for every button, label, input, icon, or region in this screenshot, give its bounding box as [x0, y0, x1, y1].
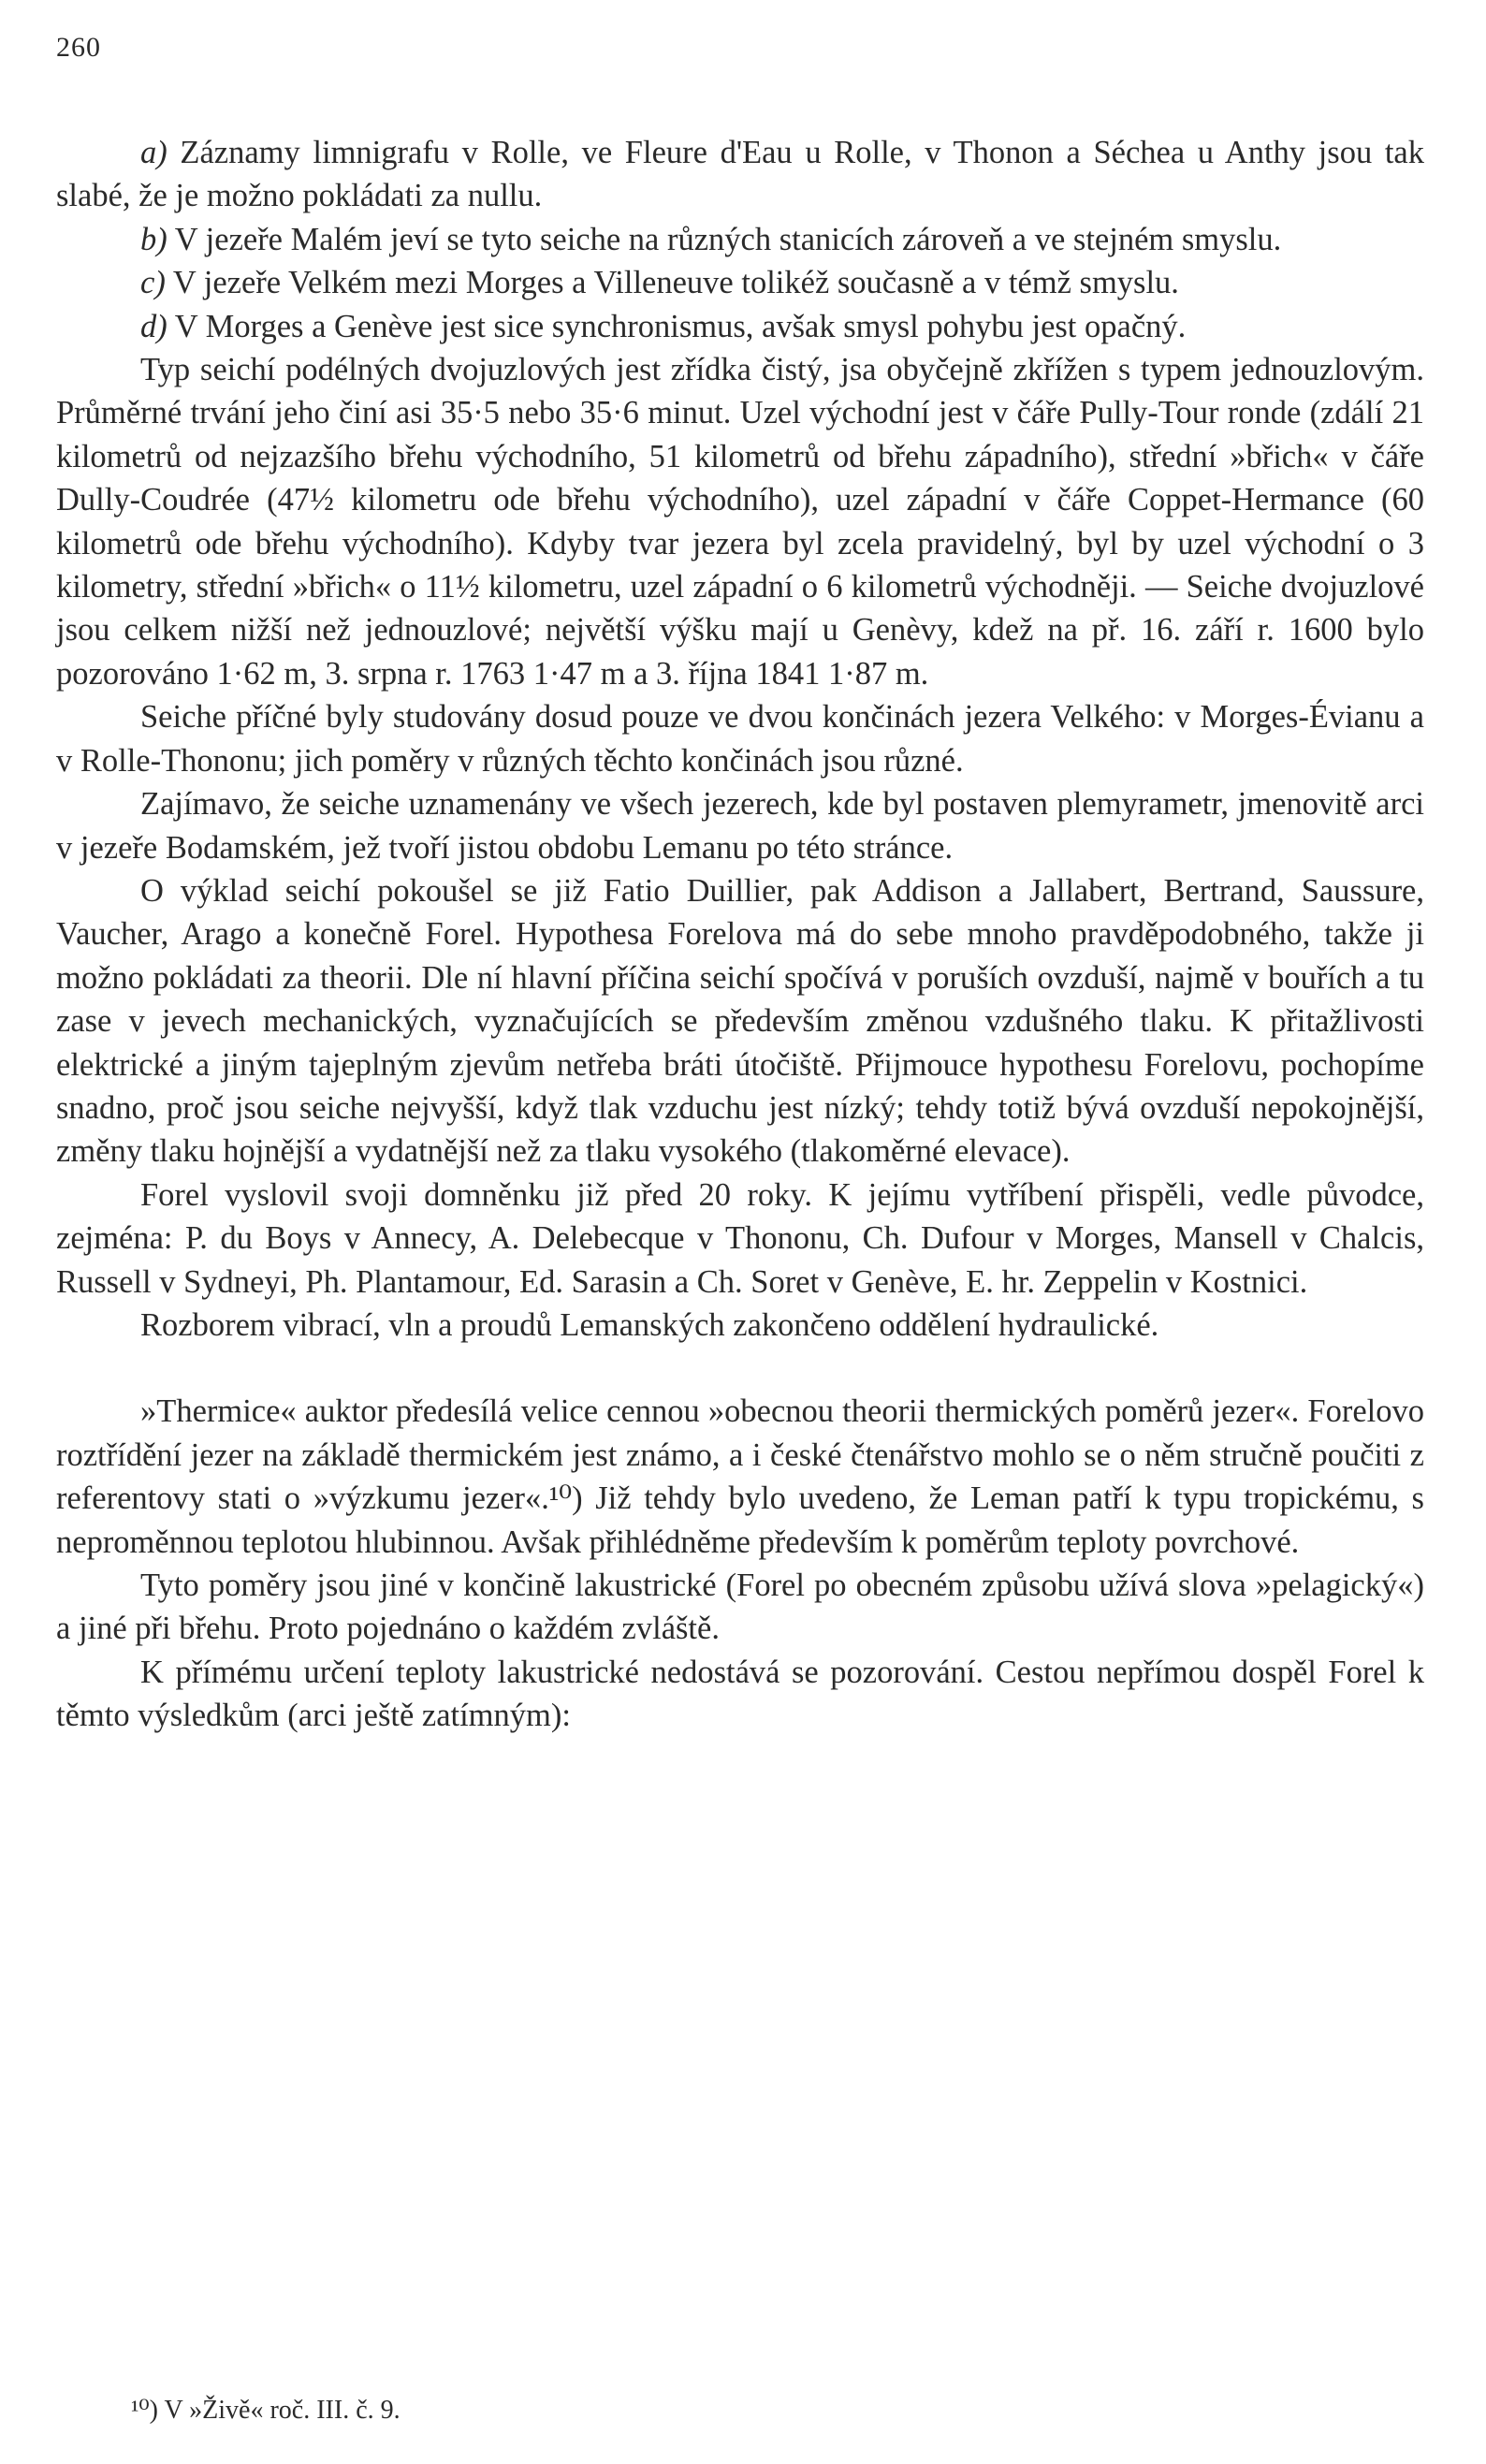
paragraph: Forel vyslovil svoji domněnku již před 20 roky. K jejímu vytříbení přispěli, vedle původce, zejména: P. du Boys v Annecy, A. Delebecque v Thononu, Ch. Dufour v Morges, Mansell v Chalcis, Russell v Sydneyi, Ph. Plantamour, Ed. Sarasin a Ch. Soret v Genève, E. hr. Zeppelin v Kostnici. — [56, 1176, 1424, 1300]
paragraph-text: V Morges a Genève jest sice synchronismus, avšak smysl pohybu jest opačný. — [167, 308, 1187, 344]
paragraph: Typ seichí podélných dvojuzlových jest zřídka čistý, jsa obyčejně zkřížen s typem jednouzlovým. Průměrné trvání jeho činí asi 35·5 nebo 35·6 minut. Uzel východní jest v čáře Pully-Tour ronde (zdálí 21 kilometrů od nejzazšího břehu východního, 51 kilometrů od břehu západního), střední »břich« v čáře Dully-Coudrée (47½ kilometru ode břehu východního), uzel západní v čáře Coppet-Hermance (60 kilometrů ode břehu východního). Kdyby tvar jezera byl zcela pravidelný, byl by uzel východní o 3 kilometry, střední »břich« o 11½ kilometru, uzel západní o 6 kilometrů východněji. — Seiche dvojuzlové jsou celkem nižší než jednouzlové; největší výšku mají u Genèvy, kdež na př. 16. září r. 1600 bylo pozorováno 1·62 m, 3. srpna r. 1763 1·47 m a 3. října 1841 1·87 m. — [56, 352, 1424, 692]
paragraph: Seiche příčné byly studovány dosud pouze ve dvou končinách jezera Velkého: v Morges-Évianu a v Rolle-Thononu; jich poměry v různých těchto končinách jsou různé. — [56, 699, 1424, 779]
paragraph-c — [56, 261, 1424, 304]
list-marker: d) — [140, 308, 168, 344]
page-number: 260 — [56, 32, 101, 63]
paragraph-a — [56, 131, 1424, 218]
paragraph: K přímému určení teploty lakustrické nedostává se pozorování. Cestou nepřímou dospěl Forel k těmto výsledkům (arci ještě zatímným): — [56, 1654, 1424, 1734]
list-marker: b) — [140, 221, 168, 257]
paragraph: Tyto poměry jsou jiné v končině lakustrické (Forel po obecném způsobu užívá slova »pelagický«) a jiné při břehu. Proto pojednáno o každém zvláště. — [56, 1567, 1424, 1647]
paragraph: O výklad seichí pokoušel se již Fatio Duillier, pak Addison a Jallabert, Bertrand, Saussure, Vaucher, Arago a konečně Forel. Hypothesa Forelova má do sebe mnoho pravděpodobného, takže ji možno pokládati za theorii. Dle ní hlavní příčina seichí spočívá v poruších ovzduší, najmě v bouřích a tu zase v jevech mechanických, vyznačujících se především změnou vzdušného tlaku. K přitažlivosti elektrické a jiným tajeplným zjevům netřeba bráti útočiště. Přijmouce hypothesu Forelovu, pochopíme snadno, proč jsou seiche nejvyšší, když tlak vzduchu jest nízký; tehdy totiž bývá ovzduší nepokojnější, změny tlaku hojnější a vydatnější než za tlaku vysokého (tlakoměrné elevace). — [56, 872, 1424, 1170]
paragraph-d — [56, 305, 1424, 348]
paragraph: Zajímavo, že seiche uznamenány ve všech jezerech, kde byl postaven plemyrametr, jmenovitě arci v jezeře Bodamském, jež tvoří jistou obdobu Lemanu po této stránce. — [56, 786, 1424, 866]
paragraph-text: V jezeře Velkém mezi Morges a Villeneuve tolikéž současně a v témž smyslu. — [165, 265, 1179, 301]
paragraph-b — [56, 218, 1424, 261]
list-marker: c) — [140, 265, 166, 301]
body-text — [56, 131, 1424, 1738]
paragraph: »Thermice« auktor předesílá velice cennou »obecnou theorii thermických poměrů jezer«. Forelovo roztřídění jezer na základě thermickém jest známo, a i české čtenářstvo mohlo se o něm stručně poučiti z referentovy stati o »výzkumu jezer«.¹⁰) Již tehdy bylo uvedeno, že Leman patří k typu tropickému, s neproměnnou teplotou hlubinnou. Avšak přihlédněme především k poměrům teploty povrchové. — [56, 1393, 1424, 1560]
paragraph: Rozborem vibrací, vln a proudů Lemanských zakončeno oddělení hydraulické. — [140, 1306, 1159, 1343]
footnote: ¹⁰) V »Živě« roč. III. č. 9. — [131, 2396, 401, 2425]
list-marker: a) — [140, 135, 168, 170]
paragraph-text: Záznamy limnigrafu v Rolle, ve Fleure d'Eau u Rolle, v Thonon a Séchea u Anthy jsou tak slabé, že je možno pokládati za nullu. — [56, 135, 1424, 214]
paragraph-text: V jezeře Malém jeví se tyto seiche na různých stanicích zároveň a ve stejném smyslu. — [167, 221, 1282, 257]
